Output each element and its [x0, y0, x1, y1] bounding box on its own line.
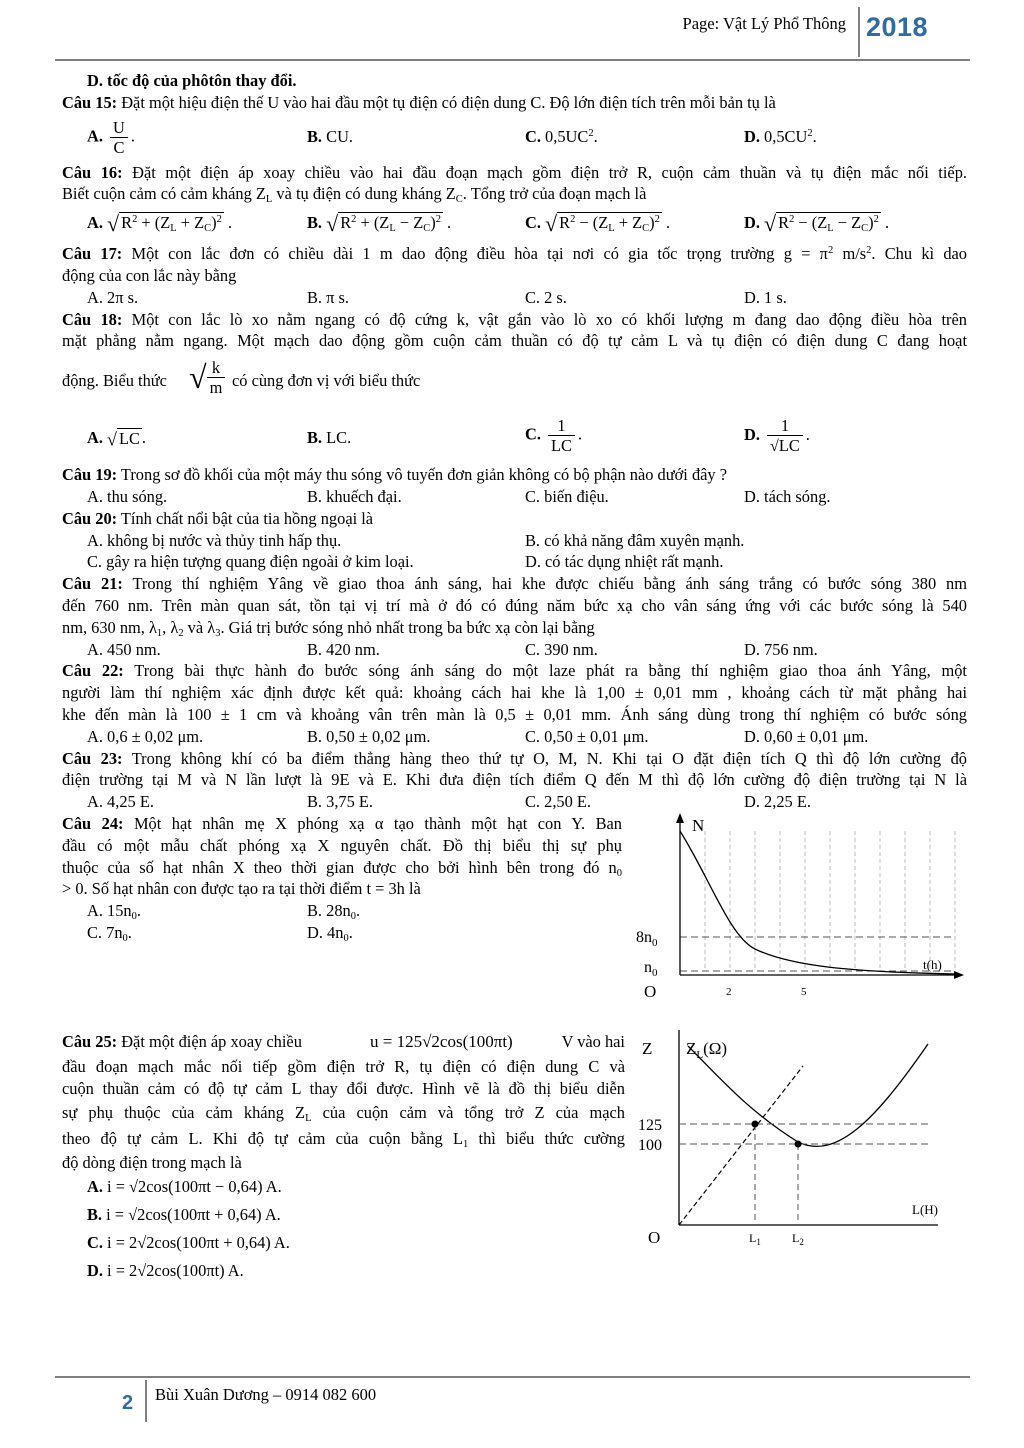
q17-sup1: 2: [827, 245, 834, 257]
q15-label: Câu 15:: [62, 92, 118, 112]
q18-c-fraction: [548, 416, 575, 455]
q24-grid-verticals: [705, 831, 955, 971]
q24-decay-curve: [680, 831, 955, 974]
q20-option-a: A. không bị nước và thủy tinh hấp thụ.: [87, 530, 342, 550]
q24-tick-n0-sub: 0: [652, 966, 658, 979]
q18-line3-a: động. Biểu thức: [62, 371, 167, 391]
q25-point-l1: [752, 1120, 759, 1127]
q18-d-den: LC: [778, 436, 800, 456]
q24-decay-graph: [630, 809, 970, 1029]
q17-stem-line1: [62, 243, 967, 265]
page-header: [0, 0, 1024, 62]
q21-stem-line2: đến 760 nm. Trên màn quan sát, tồn tại vị trí mà ở đó có đúng năm bức xạ cho vân sáng ứng với các bước sóng là 540: [62, 595, 967, 615]
q15-d-label: D.: [744, 126, 760, 146]
q24-block: [62, 813, 967, 1028]
q16-line2-b: và tụ điện có dung kháng Z: [272, 184, 456, 204]
q25-d-label: D.: [87, 1261, 103, 1281]
q22-option-b: B. 0,50 ± 0,02 μm.: [307, 726, 431, 746]
q15-c-tail: .: [593, 126, 598, 146]
q24-line4: > 0. Số hạt nhân con được tạo ra tại thời điểm t = 3h là: [62, 879, 421, 899]
q24-option-b: [307, 900, 360, 922]
q15-c-text: 0,5UC: [545, 126, 589, 146]
q16-line2-sub1: L: [265, 194, 273, 206]
q18-c-den: LC: [548, 435, 575, 455]
q25-line4-sub: L: [305, 1112, 312, 1124]
q18-line1-text: Một con lắc lò xo nằm ngang có độ cứng k, vật gắn vào lò xo có khối lượng m đang dao động điều hòa trên: [122, 309, 967, 329]
q24-y-label: N: [692, 815, 705, 835]
q20-label: Câu 20:: [62, 508, 118, 528]
q18-sqrt-k-over-m: √ $\frac{k}{m}$: [189, 358, 225, 397]
q18-option-b: [307, 428, 351, 448]
q15-d-sup: 2: [807, 127, 813, 139]
q25-line5-a: theo độ tự cảm L. Khi độ tự cảm của cuộn bằng L: [62, 1128, 463, 1148]
q24-b-sub: 0: [350, 911, 356, 923]
q19-stem-text: Trong sơ đồ khối của một máy thu sóng vô tuyến đơn giản không có bộ phận nào dưới đây ?: [117, 465, 727, 485]
q21-option-a: A. 450 nm.: [87, 639, 161, 659]
q20-option-b: B. có khả năng đâm xuyên mạnh.: [525, 530, 745, 550]
q25-d-text: i = 2√2cos(100πt) A.: [107, 1261, 244, 1281]
q25-formula: u = 125√2cos(100πt): [370, 1031, 513, 1051]
q25-line4: [62, 1100, 625, 1126]
q15-a-den: C: [110, 137, 128, 157]
q18-d-tail: .: [805, 424, 810, 444]
q25-l2-text: L: [792, 1230, 800, 1245]
q20-option-d: D. có tác dụng nhiệt rất mạnh.: [525, 552, 724, 572]
q18-label: Câu 18:: [62, 309, 123, 329]
footer-page-number: 2: [122, 1392, 134, 1414]
q24-b-tail: .: [355, 901, 361, 921]
q25-line6: độ dòng điện trong mạch là: [62, 1152, 242, 1172]
q21-line3-a: nm, 630 nm, λ: [62, 617, 157, 637]
q15-stem-text: Đặt một hiệu điện thế U vào hai đầu một tụ điện có điện dung C. Độ lớn điện tích trên mỗi bản tụ là: [117, 92, 776, 112]
q18-stem-line3: [62, 352, 967, 412]
q25-b-text: i = √2cos(100πt + 0,64) A.: [106, 1205, 281, 1225]
q16-b-label: B.: [307, 212, 323, 232]
q24-c-tail: .: [127, 922, 132, 942]
q15-stem: [62, 92, 967, 114]
q23-option-b: B. 3,75 E.: [307, 792, 374, 812]
q17-line1-c: . Chu kì dao: [871, 244, 967, 264]
q21-stem-line1: [62, 573, 967, 595]
q25-origin: O: [648, 1227, 661, 1246]
q16-line2-sub2: C: [455, 194, 463, 206]
q18-line3-b: có cùng đơn vị với biểu thức: [232, 371, 421, 391]
q25-line5-sub: 1: [462, 1138, 469, 1150]
header-page-label: Page: Vật Lý Phổ Thông: [682, 14, 846, 33]
q20-options-row2: [62, 551, 967, 573]
q25-zl-line: [679, 1066, 803, 1225]
q25-text: [62, 1028, 625, 1285]
q19-option-b: B. khuếch đại.: [307, 486, 402, 506]
q22-line1-text: Trong bài thực hành đo bước sóng ánh sáng do một laze phát ra bằng thí nghiệm giao thoa ánh Yâng, một: [123, 661, 967, 681]
q21-line3-b: , λ: [162, 617, 179, 637]
q25-zl-unit: (Ω): [703, 1038, 728, 1058]
q21-sub3: 3: [215, 627, 221, 639]
q25-line5: [62, 1126, 625, 1152]
q17-option-d: D. 1 s.: [744, 287, 787, 307]
q23-stem-line1: [62, 748, 967, 770]
q15-a-tail: .: [130, 125, 135, 145]
q25-option-c: [62, 1229, 625, 1257]
q23-stem-line2: điện trường tại M và N lần lượt là 9E và E. Khi đưa điện tích điểm Q đến M thì độ lớn cường độ điện trường tại N là: [62, 770, 967, 790]
q23-option-c: C. 2,50 E.: [525, 792, 592, 812]
q22-option-c: C. 0,50 ± 0,01 μm.: [525, 726, 649, 746]
q17-option-b: B. π s.: [307, 287, 349, 307]
q25-l2-sub: 2: [799, 1236, 804, 1246]
q24-tick-8n0-text: 8n: [636, 928, 652, 946]
q16-line2-c: . Tổng trở của đoạn mạch là: [462, 184, 647, 204]
q21-label: Câu 21:: [62, 574, 123, 594]
q19-label: Câu 19:: [62, 465, 118, 485]
q16-c-label: C.: [525, 212, 541, 232]
q18-stem-line1: [62, 309, 967, 331]
q24-a-text: A. 15n: [87, 901, 132, 921]
q17-sup2: 2: [866, 245, 872, 257]
q24-c-text: C. 7n: [87, 922, 123, 942]
q24-tick-2: 2: [726, 985, 732, 998]
q25-l1-text: L: [749, 1230, 757, 1245]
q15-options: [62, 114, 967, 162]
q19-option-c: C. biến điệu.: [525, 486, 609, 506]
q18-stem-line2: mặt phẳng nằm ngang. Một mạch dao động gồm cuộn cảm thuần có độ tự cảm L và tụ điện có điện dung C đang hoạt: [62, 331, 967, 351]
q21-sub2: 2: [178, 627, 184, 639]
q16-option-a: A. √ $R^2 + (Z_L + Z_C)^2$ .: [87, 211, 233, 237]
q24-options-row2: [62, 922, 622, 944]
q18-d-label: D.: [744, 424, 760, 444]
q25-c-text: i = 2√2cos(100πt + 0,64) A.: [107, 1233, 290, 1253]
q16-label: Câu 16:: [62, 162, 123, 182]
q25-tick-125: 125: [638, 1116, 662, 1134]
q22-option-a: A. 0,6 ± 0,02 μm.: [87, 726, 204, 746]
q18-c-num: 1: [557, 416, 566, 436]
q18-c-tail: .: [578, 424, 583, 444]
q16-b-radical: √ $R^2 + (Z_L - Z_C)^2$: [326, 211, 441, 237]
q16-options: [62, 205, 967, 243]
q18-b-text: LC.: [326, 428, 352, 448]
q20-stem: [62, 508, 967, 530]
q25-line5-b: thì biểu thức cường: [468, 1128, 625, 1148]
q24-option-c: [87, 922, 132, 944]
q23-option-d: D. 2,25 E.: [744, 792, 811, 812]
q17-option-c: C. 2 s.: [525, 287, 567, 307]
q24-tick-8n0-sub: 0: [652, 936, 658, 949]
q25-line3: cuộn thuần cảm có độ tự cảm L thay đổi được. Hình vẽ là đồ thị biểu diễn: [62, 1078, 625, 1098]
q23-option-a: A. 4,25 E.: [87, 792, 154, 812]
footer-divider: [145, 1380, 147, 1422]
q25-impedance-graph: [638, 1016, 968, 1246]
page-content: [62, 70, 967, 1281]
q21-options: [62, 639, 967, 661]
q25-line1-a: Đặt một điện áp xoay chiều: [117, 1031, 302, 1051]
q15-c-label: C.: [525, 126, 541, 146]
q15-option-c: [525, 127, 598, 147]
q17-options: [62, 287, 967, 309]
q24-b-text: B. 28n: [307, 901, 351, 921]
q25-point-l2: [795, 1140, 802, 1147]
q14-option-d-text: D. tốc độ của phôtôn thay đổi.: [87, 71, 297, 90]
q17-stem-line2: động của con lắc này bằng: [62, 265, 237, 285]
q19-options: [62, 486, 967, 508]
footer-author: Bùi Xuân Dương – 0914 082 600: [155, 1385, 377, 1404]
q15-d-tail: .: [812, 126, 817, 146]
q15-option-d: [744, 127, 817, 147]
q24-origin: O: [644, 981, 657, 1001]
q17-line1-b: m/s: [833, 244, 867, 264]
q25-z-curve: [688, 1044, 928, 1146]
q16-c-radical: √ $R^2 - (Z_L + Z_C)^2$: [545, 211, 660, 237]
footer-rule: [55, 1376, 970, 1378]
q23-line1-text: Trong không khí có ba điểm thẳng hàng theo thứ tự O, M, N. Khi tại O đặt điện tích Q thì độ lớn cường độ: [122, 748, 967, 768]
q16-stem-line1: [62, 162, 967, 184]
q20-option-c: C. gây ra hiện tượng quang điện ngoài ở kim loại.: [87, 552, 414, 572]
q24-d-text: D. 4n: [307, 922, 344, 942]
q15-option-b: [307, 127, 353, 147]
q15-b-text: CU.: [326, 126, 354, 146]
q18-options: [62, 412, 967, 464]
q25-a-label: A.: [87, 1177, 103, 1197]
q24-line3-a: thuộc của số hạt nhân X theo thời gian được cho bởi hình bên trong đó n: [62, 857, 617, 877]
q20-options-row1: [62, 530, 967, 552]
header-rule: [55, 59, 970, 61]
q22-stem-line3: khe đến màn là 100 ± 1 cm và khoảng vân trên màn là 0,5 ± 0,01 mm. Ánh sáng dùng trong thí nghiệm có bước sóng: [62, 704, 967, 724]
q21-option-c: C. 390 nm.: [525, 639, 598, 659]
q17-label: Câu 17:: [62, 244, 123, 264]
q15-d-text: 0,5CU: [764, 126, 808, 146]
q18-d-fraction: [767, 416, 803, 456]
q22-label: Câu 22:: [62, 661, 124, 681]
q15-a-num: U: [113, 117, 125, 137]
q21-sub1: 1: [156, 627, 163, 639]
page-footer: [0, 1372, 1024, 1432]
q24-tick-8n0: [636, 929, 658, 949]
q25-option-b: [62, 1201, 625, 1229]
q17-line1-a: Một con lắc đơn có chiều dài 1 m dao động điều hòa tại nơi có gia tốc trọng trường g = π: [122, 244, 828, 264]
q18-a-text: LC: [118, 428, 140, 448]
q24-x-label: t(h): [923, 956, 942, 972]
q25-zl-text: Z: [686, 1038, 697, 1058]
q24-line1-text: Một hạt nhân mẹ X phóng xạ α tạo thành một hạt con Y. Ban: [123, 813, 622, 833]
q17-option-a: A. 2π s.: [87, 287, 139, 307]
q21-stem-line3: [62, 617, 967, 639]
q16-a-label: A.: [87, 212, 103, 232]
q18-d-num: 1: [780, 416, 790, 436]
q16-d-label: D.: [744, 212, 760, 232]
q20-stem-text: Tính chất nổi bật của tia hồng ngoại là: [117, 508, 374, 528]
q25-x-label: L(H): [912, 1201, 938, 1217]
q18-a-tail: .: [141, 428, 146, 448]
q15-c-sup: 2: [588, 127, 594, 139]
q24-tick-n0-text: n: [644, 958, 652, 976]
q16-option-b: B. √ $R^2 + (Z_L - Z_C)^2$ .: [307, 211, 452, 237]
q25-y-label-z: Z: [642, 1038, 653, 1058]
q24-options-row1: [62, 900, 622, 922]
q18-c-label: C.: [525, 424, 541, 444]
q21-option-b: B. 420 nm.: [307, 639, 380, 659]
q16-a-radical: √ $R^2 + (Z_L + Z_C)^2$: [107, 211, 222, 237]
q15-a-label: A.: [87, 125, 103, 145]
q19-stem: [62, 464, 967, 486]
q24-line3-sub: 0: [616, 867, 622, 879]
q25-line4-b: của cuộn cảm và tổng trở Z của mạch: [311, 1102, 625, 1122]
q16-line1-text: Đặt một điện áp xoay chiều vào hai đầu đoạn mạch gồm điện trở R, cuộn cảm thuần và tụ điện mắc nối tiếp.: [122, 162, 967, 182]
q18-a-radical: √ LC: [107, 428, 140, 450]
q16-line2-a: Biết cuộn cảm có cảm kháng Z: [62, 184, 266, 204]
q25-tick-l1: [749, 1231, 761, 1246]
q25-y-label-zl: [686, 1039, 727, 1061]
header-year: 2018: [866, 12, 929, 42]
q25-tick-100: 100: [638, 1136, 662, 1154]
q25-c-label: C.: [87, 1233, 103, 1253]
q24-d-sub: 0: [343, 932, 349, 944]
q21-option-d: D. 756 nm.: [744, 639, 818, 659]
q18-d-den-wrap: √LC: [767, 435, 803, 456]
q22-options: [62, 726, 967, 748]
q22-option-d: D. 0,60 ± 0,01 μm.: [744, 726, 869, 746]
q25-label: Câu 25:: [62, 1031, 118, 1051]
q25-zl-sub: L: [696, 1048, 704, 1061]
q24-a-sub: 0: [131, 911, 137, 923]
q15-b-label: B.: [307, 126, 323, 146]
q24-a-tail: .: [136, 901, 141, 921]
q14-option-d: [62, 70, 967, 92]
q24-tick-5: 5: [801, 985, 807, 998]
q24-c-sub: 0: [122, 932, 128, 944]
q24-line2: đầu có một mẫu chất phóng xạ X nguyên chất. Đồ thị biểu thị sự phụ: [62, 835, 622, 855]
q25-line4-a: sự phụ thuộc của cảm kháng Z: [62, 1102, 306, 1122]
q16-d-radical: √ $R^2 - (Z_L - Z_C)^2$: [764, 211, 879, 237]
q24-text: [62, 813, 622, 944]
q21-line3-d: . Giá trị bước sóng nhỏ nhất trong ba bức xạ còn lại bằng: [220, 617, 595, 637]
q19-option-a: A. thu sóng.: [87, 486, 168, 506]
q25-tick-l2: [792, 1231, 804, 1246]
q18-b-label: B.: [307, 428, 323, 448]
q25-a-text: i = √2cos(100πt − 0,64) A.: [107, 1177, 282, 1197]
q24-d-tail: .: [348, 922, 353, 942]
q21-line3-c: và λ: [183, 617, 216, 637]
q24-tick-n0: [644, 959, 658, 979]
q22-stem-line1: [62, 660, 967, 682]
q25-line1: [62, 1028, 625, 1056]
q24-option-d: [307, 922, 353, 944]
q15-a-fraction: [110, 118, 128, 157]
q18-den-m: m: [207, 377, 226, 397]
q15-option-a: [87, 118, 135, 157]
q24-y-arrow: [676, 813, 684, 823]
q24-line3: [62, 857, 622, 879]
q22-stem-line2: người làm thí nghiệm xác định được kết quả: khoảng cách hai khe là 1,00 ± 0,01 mm , khoảng cách từ mặt phẳng hai: [62, 683, 967, 703]
q25-l1-sub: 1: [756, 1236, 761, 1246]
q18-option-d: [744, 416, 810, 456]
q19-option-d: D. tách sóng.: [744, 486, 831, 506]
q18-a-label: A.: [87, 428, 103, 448]
q24-line1: [62, 813, 622, 835]
q24-option-a: [87, 900, 141, 922]
q23-label: Câu 23:: [62, 748, 123, 768]
q18-option-c: [525, 416, 582, 455]
q25-option-a: [62, 1173, 625, 1201]
q25-block: [62, 1028, 967, 1281]
q16-option-d: D. √ $R^2 - (Z_L - Z_C)^2$ .: [744, 211, 890, 237]
q18-num-k: k: [211, 358, 221, 378]
q25-line1-b: V vào hai: [561, 1031, 625, 1051]
q25-option-d: [62, 1257, 625, 1285]
q24-x-arrow: [954, 971, 964, 979]
q16-stem-line2: [62, 183, 967, 205]
header-divider: [858, 7, 860, 57]
q25-line2: đầu đoạn mạch mắc nối tiếp gồm điện trở R, tụ điện có điện dung C và: [62, 1056, 625, 1076]
q24-label: Câu 24:: [62, 813, 124, 833]
q25-b-label: B.: [87, 1205, 103, 1225]
q21-line1-text: Trong thí nghiệm Yâng về giao thoa ánh sáng, hai khe được chiếu bằng ánh sáng trắng có bước sóng 380 nm: [122, 574, 967, 594]
q16-option-c: C. √ $R^2 - (Z_L + Z_C)^2$ .: [525, 211, 671, 237]
q18-option-a: [87, 428, 146, 450]
